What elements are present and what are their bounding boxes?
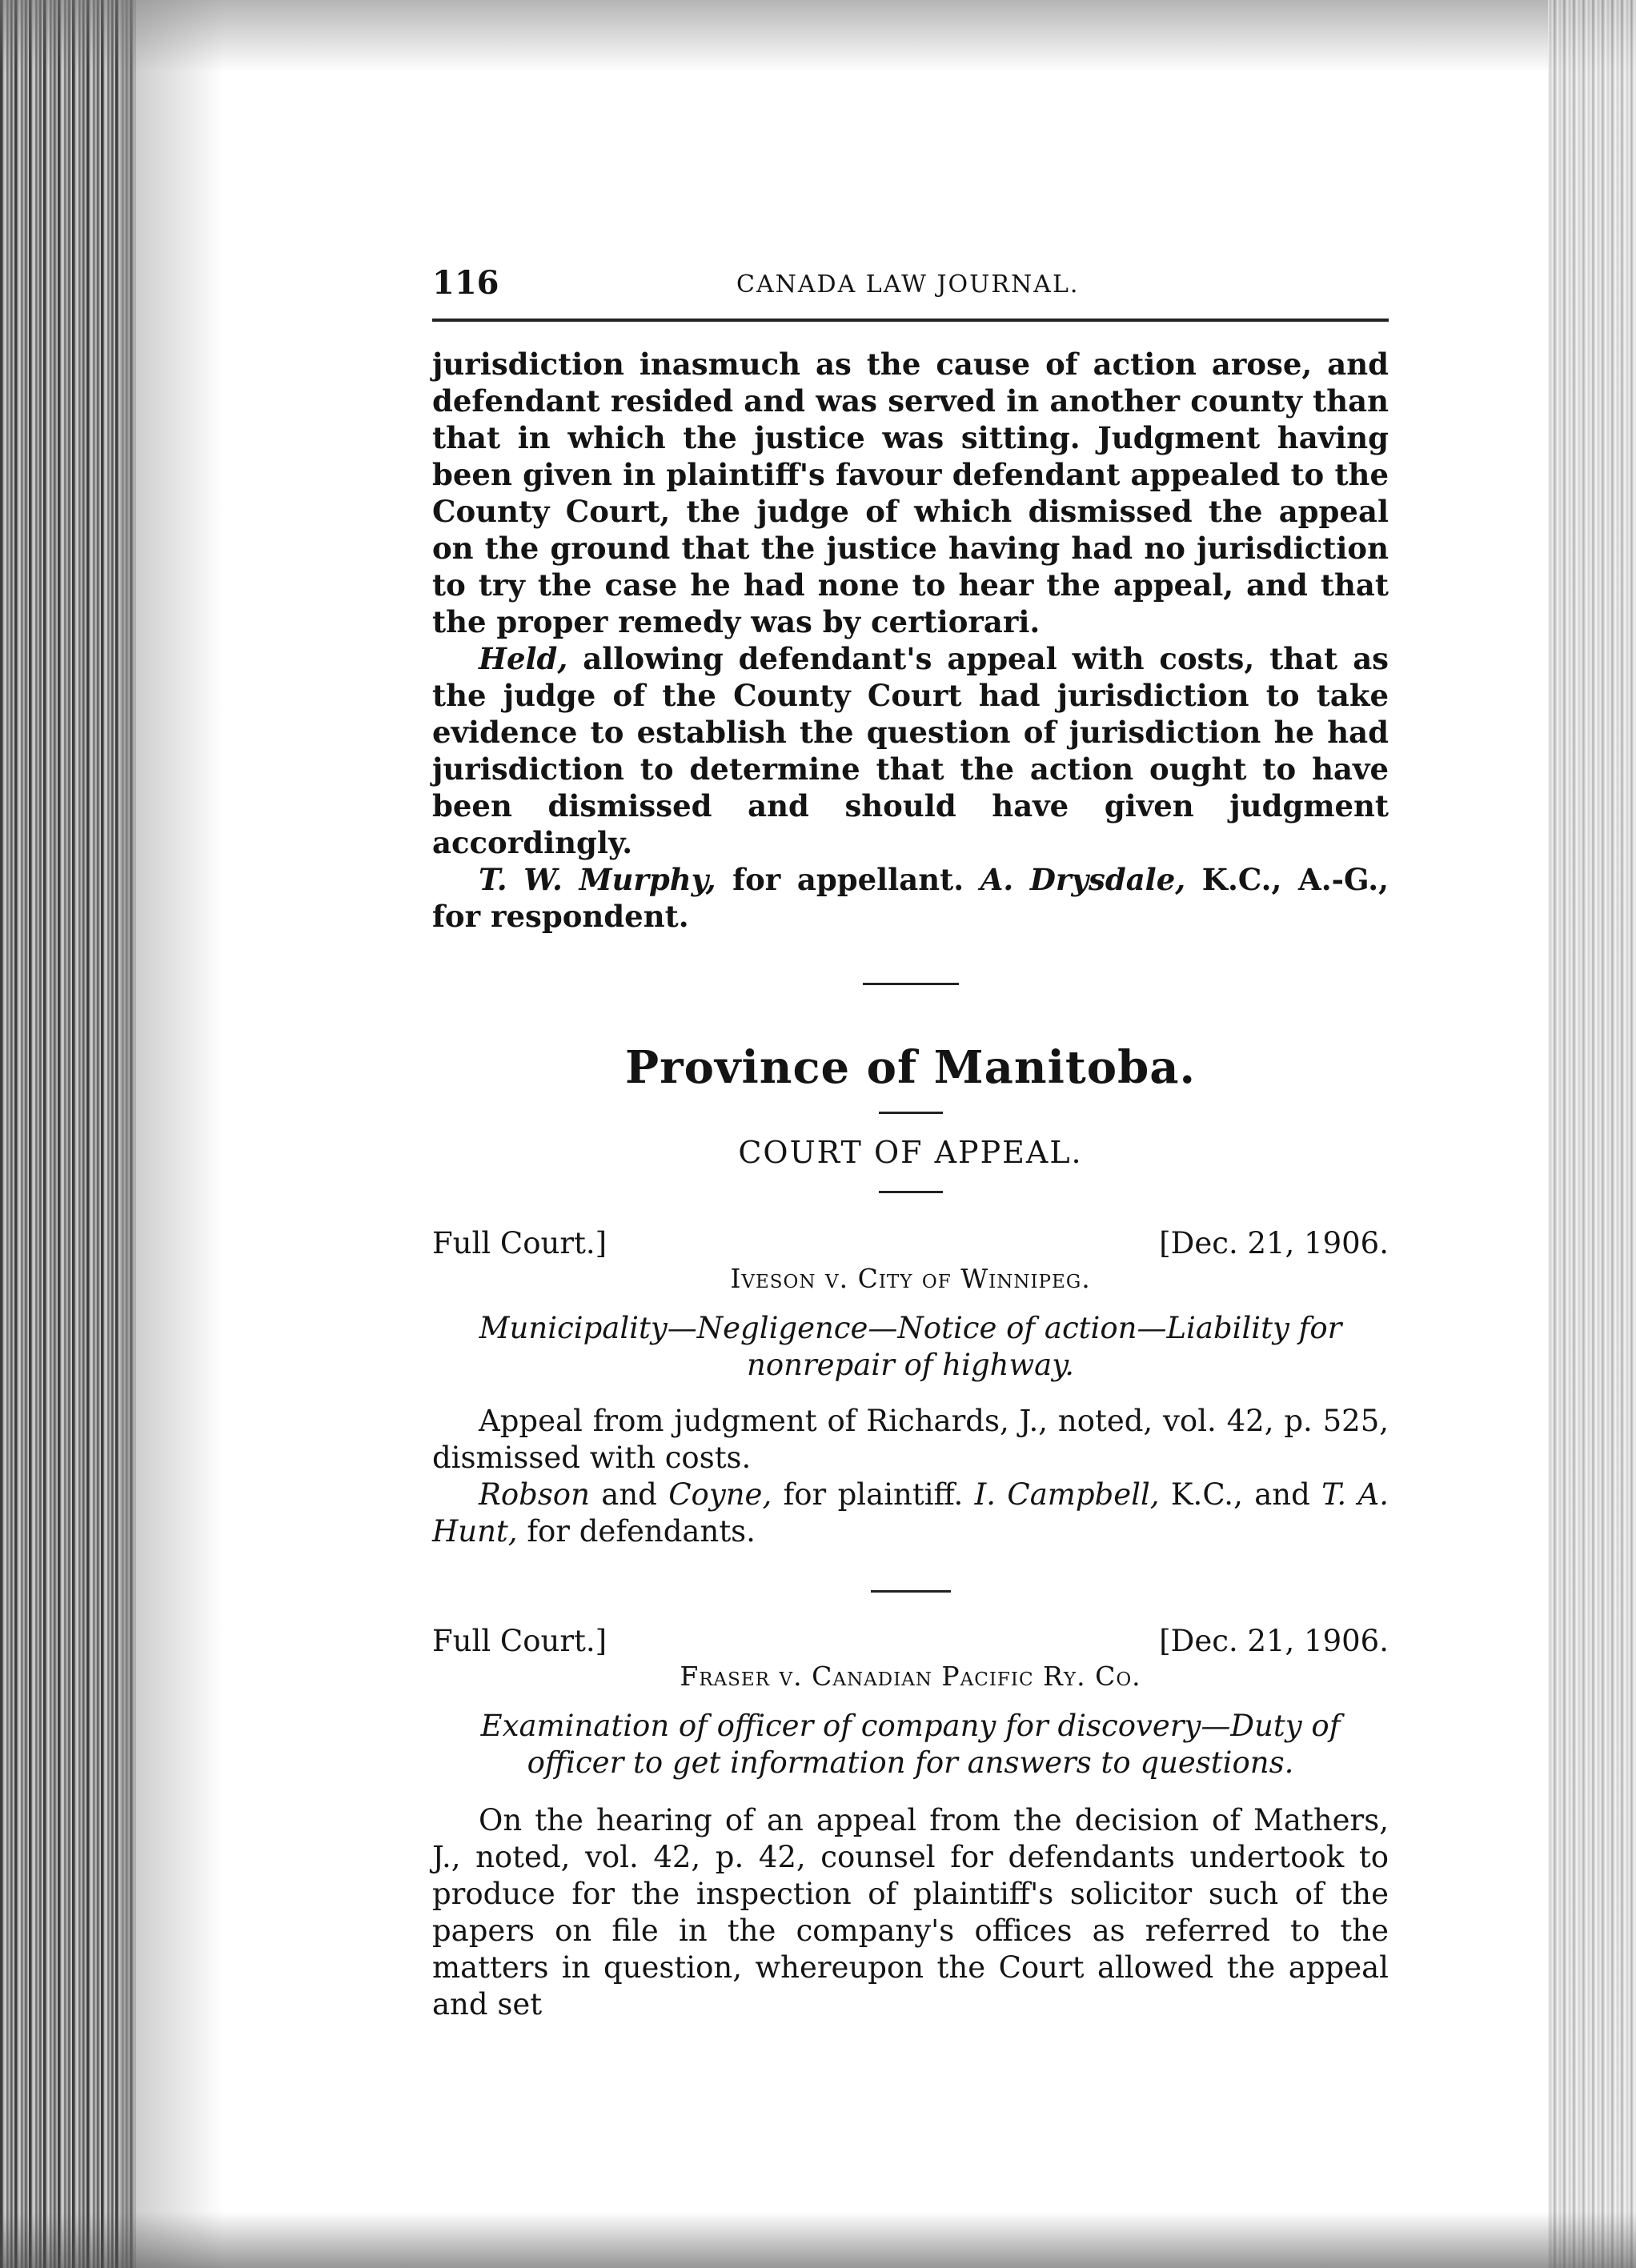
counsel-respondent-role: K.C., A.-G., for respondent. (432, 862, 1389, 934)
counsel-appellant-role: for appellant. (716, 862, 980, 897)
case-2-body: On the hearing of an appeal from the decision of Mathers, J., noted, vol. 42, p. 42, counsel for defendants undertook to produce for the inspection of plaintiff's solicitor such of the papers on file in the company's offices as referred to the matters in question, whereupon the Court allowed the appeal and set (432, 1803, 1389, 2022)
case-2-title: Fraser v. Canadian Pacific Ry. Co. (680, 1661, 1141, 1692)
case-1-counsel-kc: K.C., and (1159, 1477, 1322, 1512)
running-head (432, 264, 1389, 304)
counsel-appellant-name: T. W. Murphy, (479, 862, 716, 897)
court-rule (879, 1191, 943, 1193)
page-number: 116 (432, 264, 499, 302)
journal-title: CANADA LAW JOURNAL. (736, 270, 1080, 299)
case-2-headnote: Examination of officer of company for discovery—Duty of officer to get information for answers to questions. (480, 1709, 1341, 1780)
court-heading: COURT OF APPEAL. (738, 1135, 1083, 1170)
case-2-date: [Dec. 21, 1906. (1159, 1624, 1389, 1658)
case-1-appeal-text: Appeal from judgment of Richards, J., noted, vol. 42, p. 525, dismissed with costs. (432, 1404, 1389, 1475)
case-1-counsel-and: and (589, 1477, 669, 1512)
province-rule (879, 1112, 943, 1114)
case-1-counsel-a: Robson (479, 1477, 590, 1512)
counsel-paragraph (432, 861, 1389, 935)
held-paragraph (432, 640, 1389, 861)
case-1-counsel (432, 1477, 1389, 1550)
case-1-counsel-plaintiff: for plaintiff. (772, 1477, 975, 1512)
case-1-counsel-c: I. Campbell, (974, 1477, 1160, 1512)
section-rule (863, 983, 959, 985)
held-text: allowing defendant's appeal with costs, that as the judge of the County Court had jurisdiction to take evidence to establish the question of jurisdiction he had jurisdiction to determine that the action ought to have been dismissed and should have given judgment accordingly. (432, 641, 1389, 860)
held-label: Held, (479, 641, 568, 676)
case-2-court: Full Court.] (432, 1624, 607, 1658)
case-divider-rule (871, 1590, 951, 1593)
counsel-respondent-name: A. Drysdale, (980, 862, 1186, 897)
top-scan-edge (0, 0, 1636, 72)
case-1-date: [Dec. 21, 1906. (1159, 1226, 1389, 1260)
case-2-header (432, 1623, 1389, 1660)
case-1-title: Iveson v. City of Winnipeg. (730, 1263, 1091, 1294)
book-binding-edge (0, 0, 136, 2268)
case-1-header (432, 1225, 1389, 1262)
case-1-court: Full Court.] (432, 1226, 607, 1260)
case-1-counsel-b: Coyne, (668, 1477, 772, 1512)
header-rule (432, 319, 1389, 322)
continued-paragraph: jurisdiction inasmuch as the cause of action arose, and defendant resided and was served in another county than that in which the justice was sitting. Judgment having been given in plaintiff's favour defendant appealed to the County Court, the judge of which dismissed the appeal on the ground that the justice having had no jurisdiction to try the case he had none to hear the appeal, and that the proper remedy was by certiorari. (432, 347, 1389, 639)
case-1-headnote: Municipality—Negligence—Notice of action—Liability for nonrepair of highway. (479, 1311, 1342, 1382)
page-content (432, 264, 1389, 2023)
province-heading: Province of Manitoba. (624, 1041, 1197, 1094)
bottom-scan-edge (0, 2212, 1636, 2268)
case-1-counsel-d: T. A. Hunt, (432, 1477, 1389, 1549)
binding-shadow (120, 0, 224, 2268)
right-page-edge (1548, 0, 1636, 2268)
case-1-counsel-defendants: for defendants. (517, 1514, 756, 1549)
